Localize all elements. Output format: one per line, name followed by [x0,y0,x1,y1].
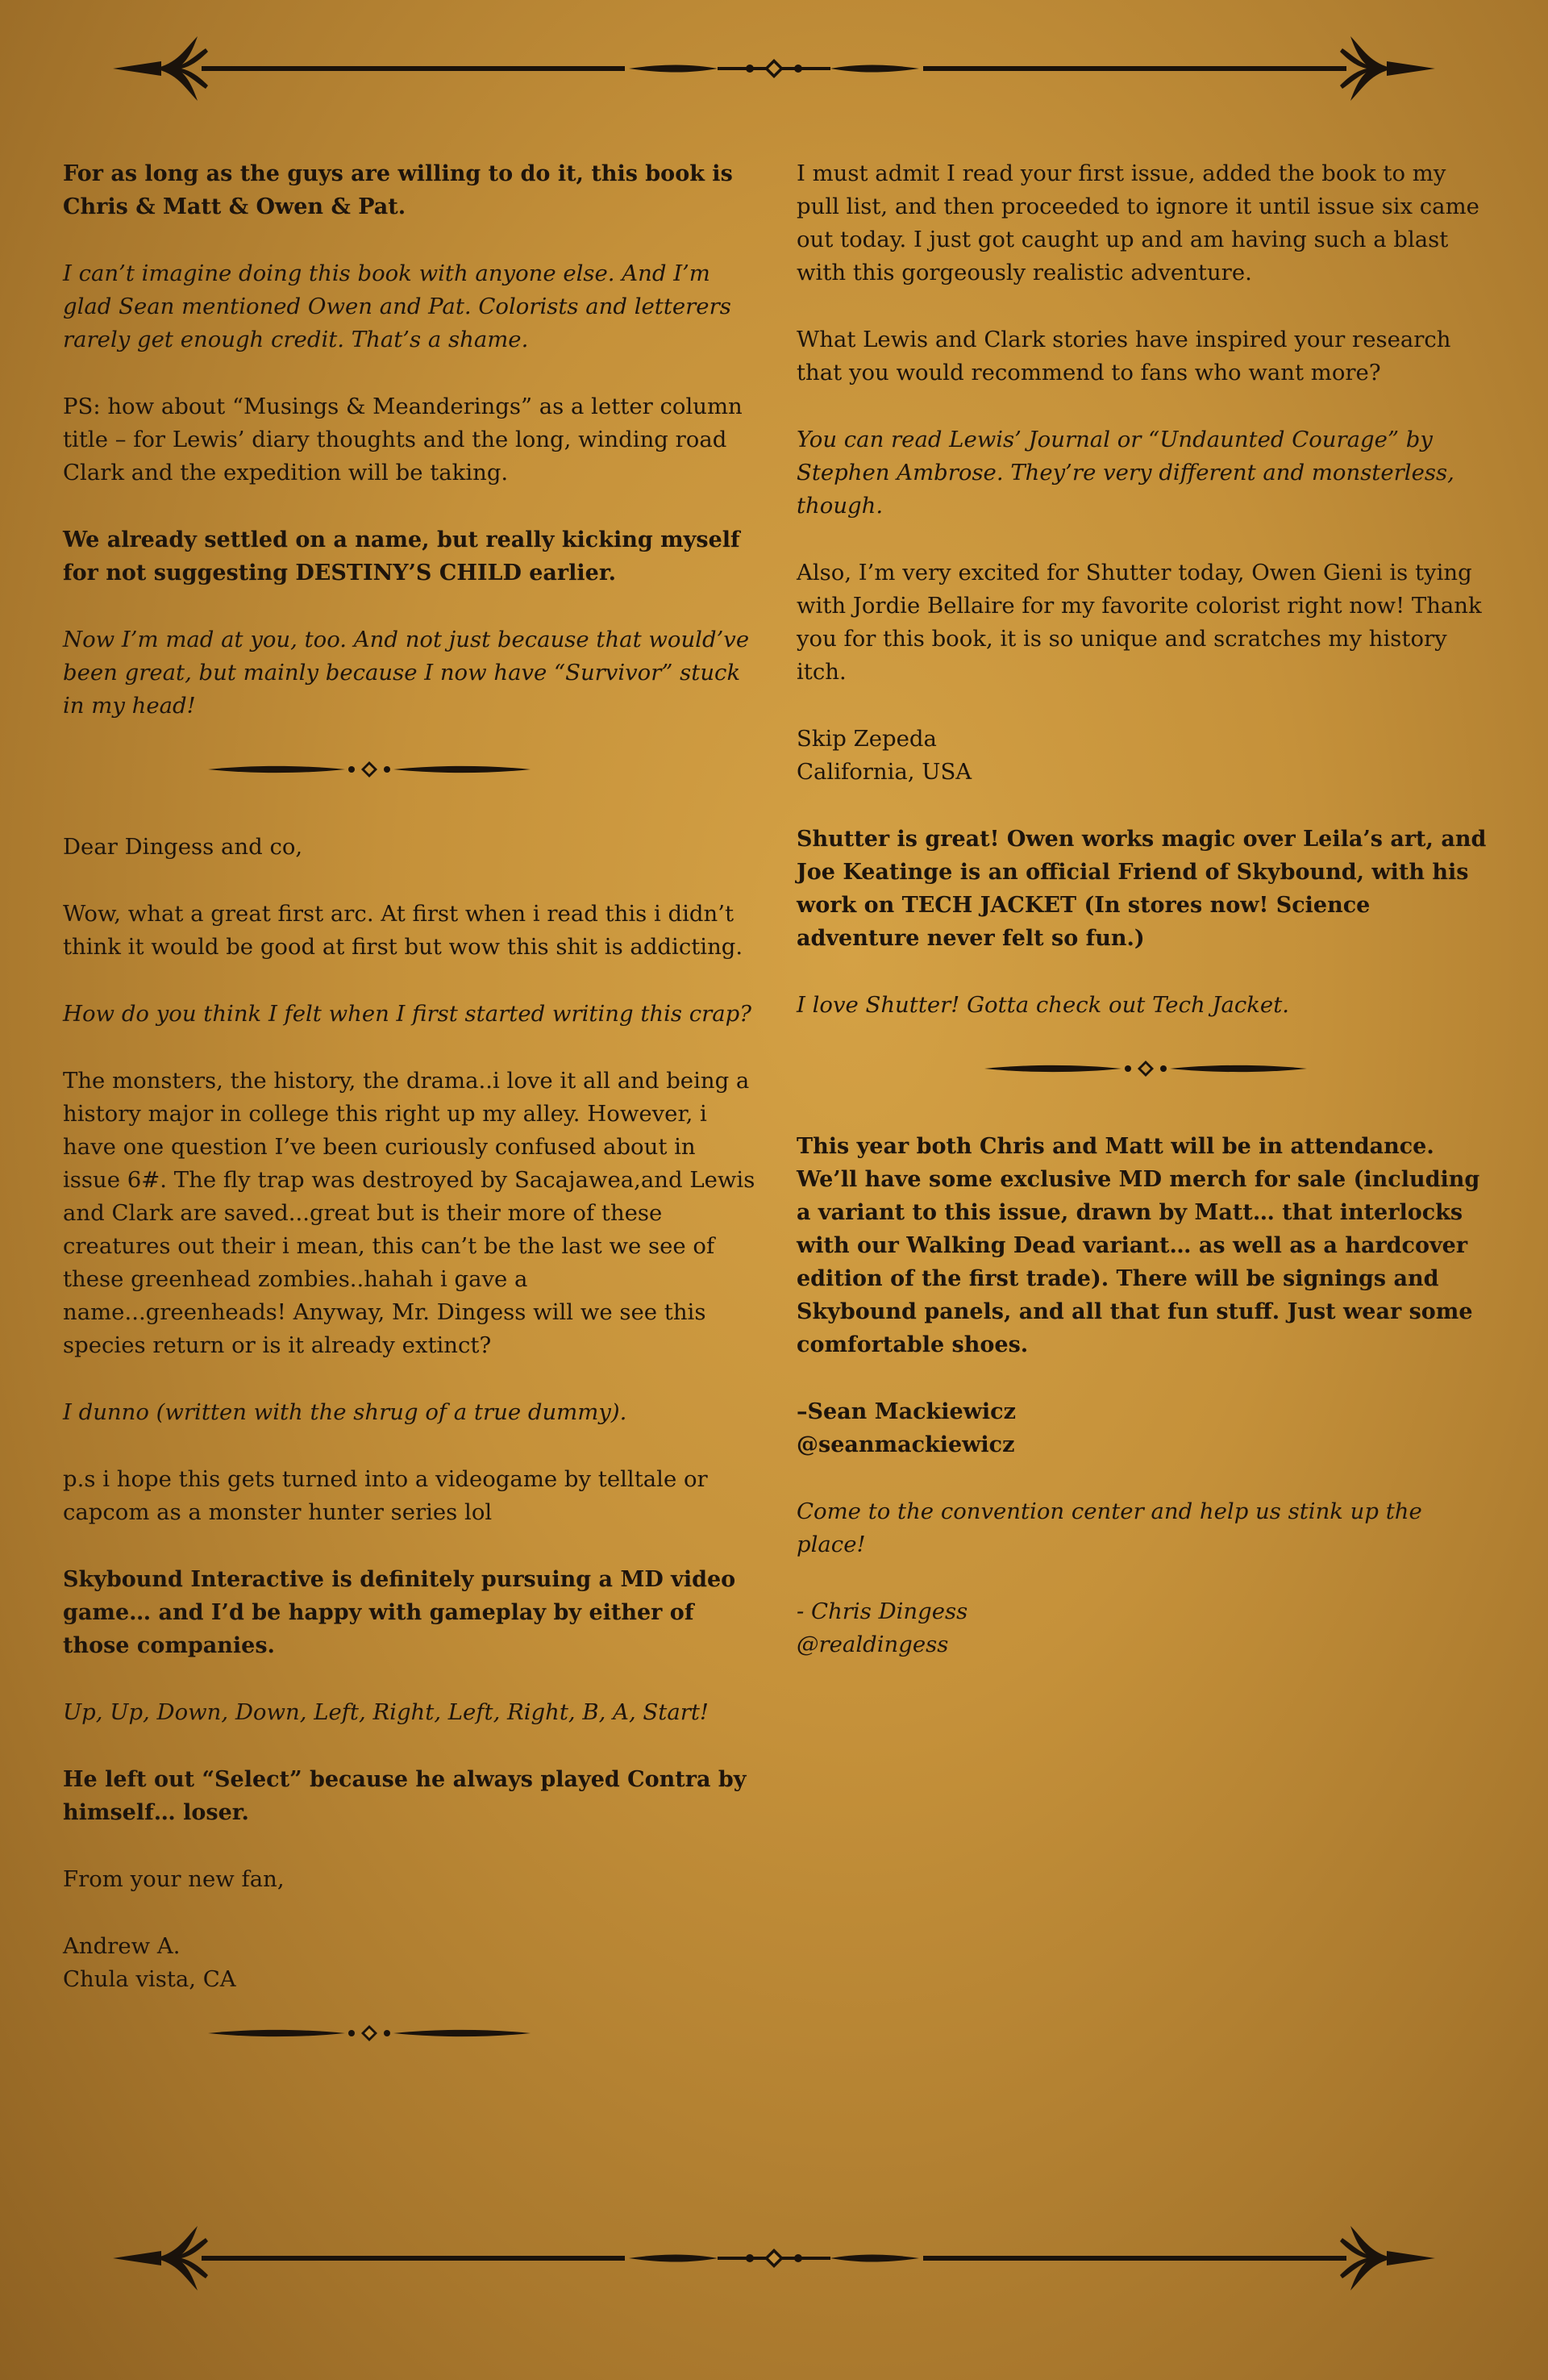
signature-location: California, USA [797,759,972,785]
writer-reply: Come to the convention center and help us stink up the place! [797,1498,1422,1557]
writer-reply: Now I’m mad at you, too. And not just because that would’ve been great, but mainly because I now have “Survivor” stuck in my head! [63,627,750,719]
letter-signature [63,1930,756,1996]
left-column [63,157,756,2094]
signature-name: Andrew A. [63,1933,181,1959]
signature-name: Skip Zepeda [797,726,937,752]
writer-handle: @realdingess [797,1632,949,1657]
right-column [797,157,1490,1695]
bottom-ornamental-border [105,2222,1443,2295]
letter-paragraph: The monsters, the history, the drama..i love it all and being a history major in college this right up my alley. However, i have one question I’ve been curiously confused about in issue 6#. The fly trap was destroyed by Sacajawea,and Lewis and Clark are saved...great but is their more of these creatures out their i mean, this can’t be the last we see of these greenhead zombies..hahah i gave a name...greenheads! Anyway, Mr. Dingess will we see this species return or is it already extinct? [63,1068,755,1358]
writer-name: - Chris Dingess [797,1598,968,1624]
editor-reply: He left out “Select” because he always played Contra by himself… loser. [63,1767,747,1825]
editor-reply: For as long as the guys are willing to do it, this book is Chris & Matt & Owen & Pat. [63,161,733,219]
editor-signature [797,1395,1490,1461]
letter-paragraph: I must admit I read your first issue, added the book to my pull list, and then proceeded to ignore it until issue six came out today. I just got caught up and am having such a blast with this gorgeously realistic adventure. [797,160,1479,286]
editor-reply: Shutter is great! Owen works magic over Leila’s art, and Joe Keatinge is an official Friend of Skybound, with his work on TECH JACKET (In stores now! Science adventure never felt so fun.) [797,827,1487,951]
editor-reply: Skybound Interactive is definitely pursuing a MD video game… and I’d be happy with gameplay by either of those companies. [63,1567,736,1658]
writer-reply: How do you think I felt when I first started writing this crap? [63,1001,752,1027]
letter-paragraph: PS: how about “Musings & Meanderings” as a letter column title – for Lewis’ diary thoughts and the long, winding road Clark and the expedition will be taking. [63,394,743,486]
writer-reply: I love Shutter! Gotta check out Tech Jacket. [797,992,1289,1018]
letter-paragraph: Wow, what a great first arc. At first when i read this i didn’t think it would be good at first but wow this shit is addicting. [63,901,743,960]
letter-closing: From your new fan, [63,1866,285,1892]
editor-handle: @seanmackiewicz [797,1432,1015,1457]
letter-paragraph: Also, I’m very excited for Shutter today, Owen Gieni is tying with Jordie Bellaire for my favorite colorist right now! Thank you for this book, it is so unique and scratches my history itch. [797,560,1482,685]
letter-paragraph: p.s i hope this gets turned into a videogame by telltale or capcom as a monster hunter series lol [63,1466,708,1525]
writer-reply: I dunno (written with the shrug of a true dummy). [63,1399,627,1425]
writer-reply: I can’t imagine doing this book with anyone else. And I’m glad Sean mentioned Owen and Pat. Colorists and letterers rarely get enough credit. That’s a shame. [63,261,731,352]
editor-name: –Sean Mackiewicz [797,1399,1016,1424]
signature-location: Chula vista, CA [63,1966,236,1992]
writer-reply: Up, Up, Down, Down, Left, Right, Left, Right, B, A, Start! [63,1699,709,1725]
top-ornamental-border [105,32,1443,105]
letter-signature [797,723,1490,789]
writer-reply: You can read Lewis’ Journal or “Undaunted Courage” by Stephen Ambrose. They’re very different and monsterless, though. [797,427,1454,519]
editor-announcement: This year both Chris and Matt will be in attendance. We’ll have some exclusive MD merch for sale (including a variant to this issue, drawn by Matt… that interlocks with our Walking Dead variant… as well as a hardcover edition of the first trade). There will be signings and Skybound panels, and all that fun stuff. Just wear some comfortable shoes. [797,1134,1480,1357]
letter-paragraph: What Lewis and Clark stories have inspired your research that you would recommend to fans who want more? [797,327,1451,386]
writer-signature [797,1595,1490,1661]
section-divider [984,1056,1307,1082]
section-divider [208,2020,531,2046]
letter-greeting: Dear Dingess and co, [63,834,303,860]
section-divider [208,757,531,782]
editor-reply: We already settled on a name, but really kicking myself for not suggesting DESTINY’S CHILD earlier. [63,527,740,586]
